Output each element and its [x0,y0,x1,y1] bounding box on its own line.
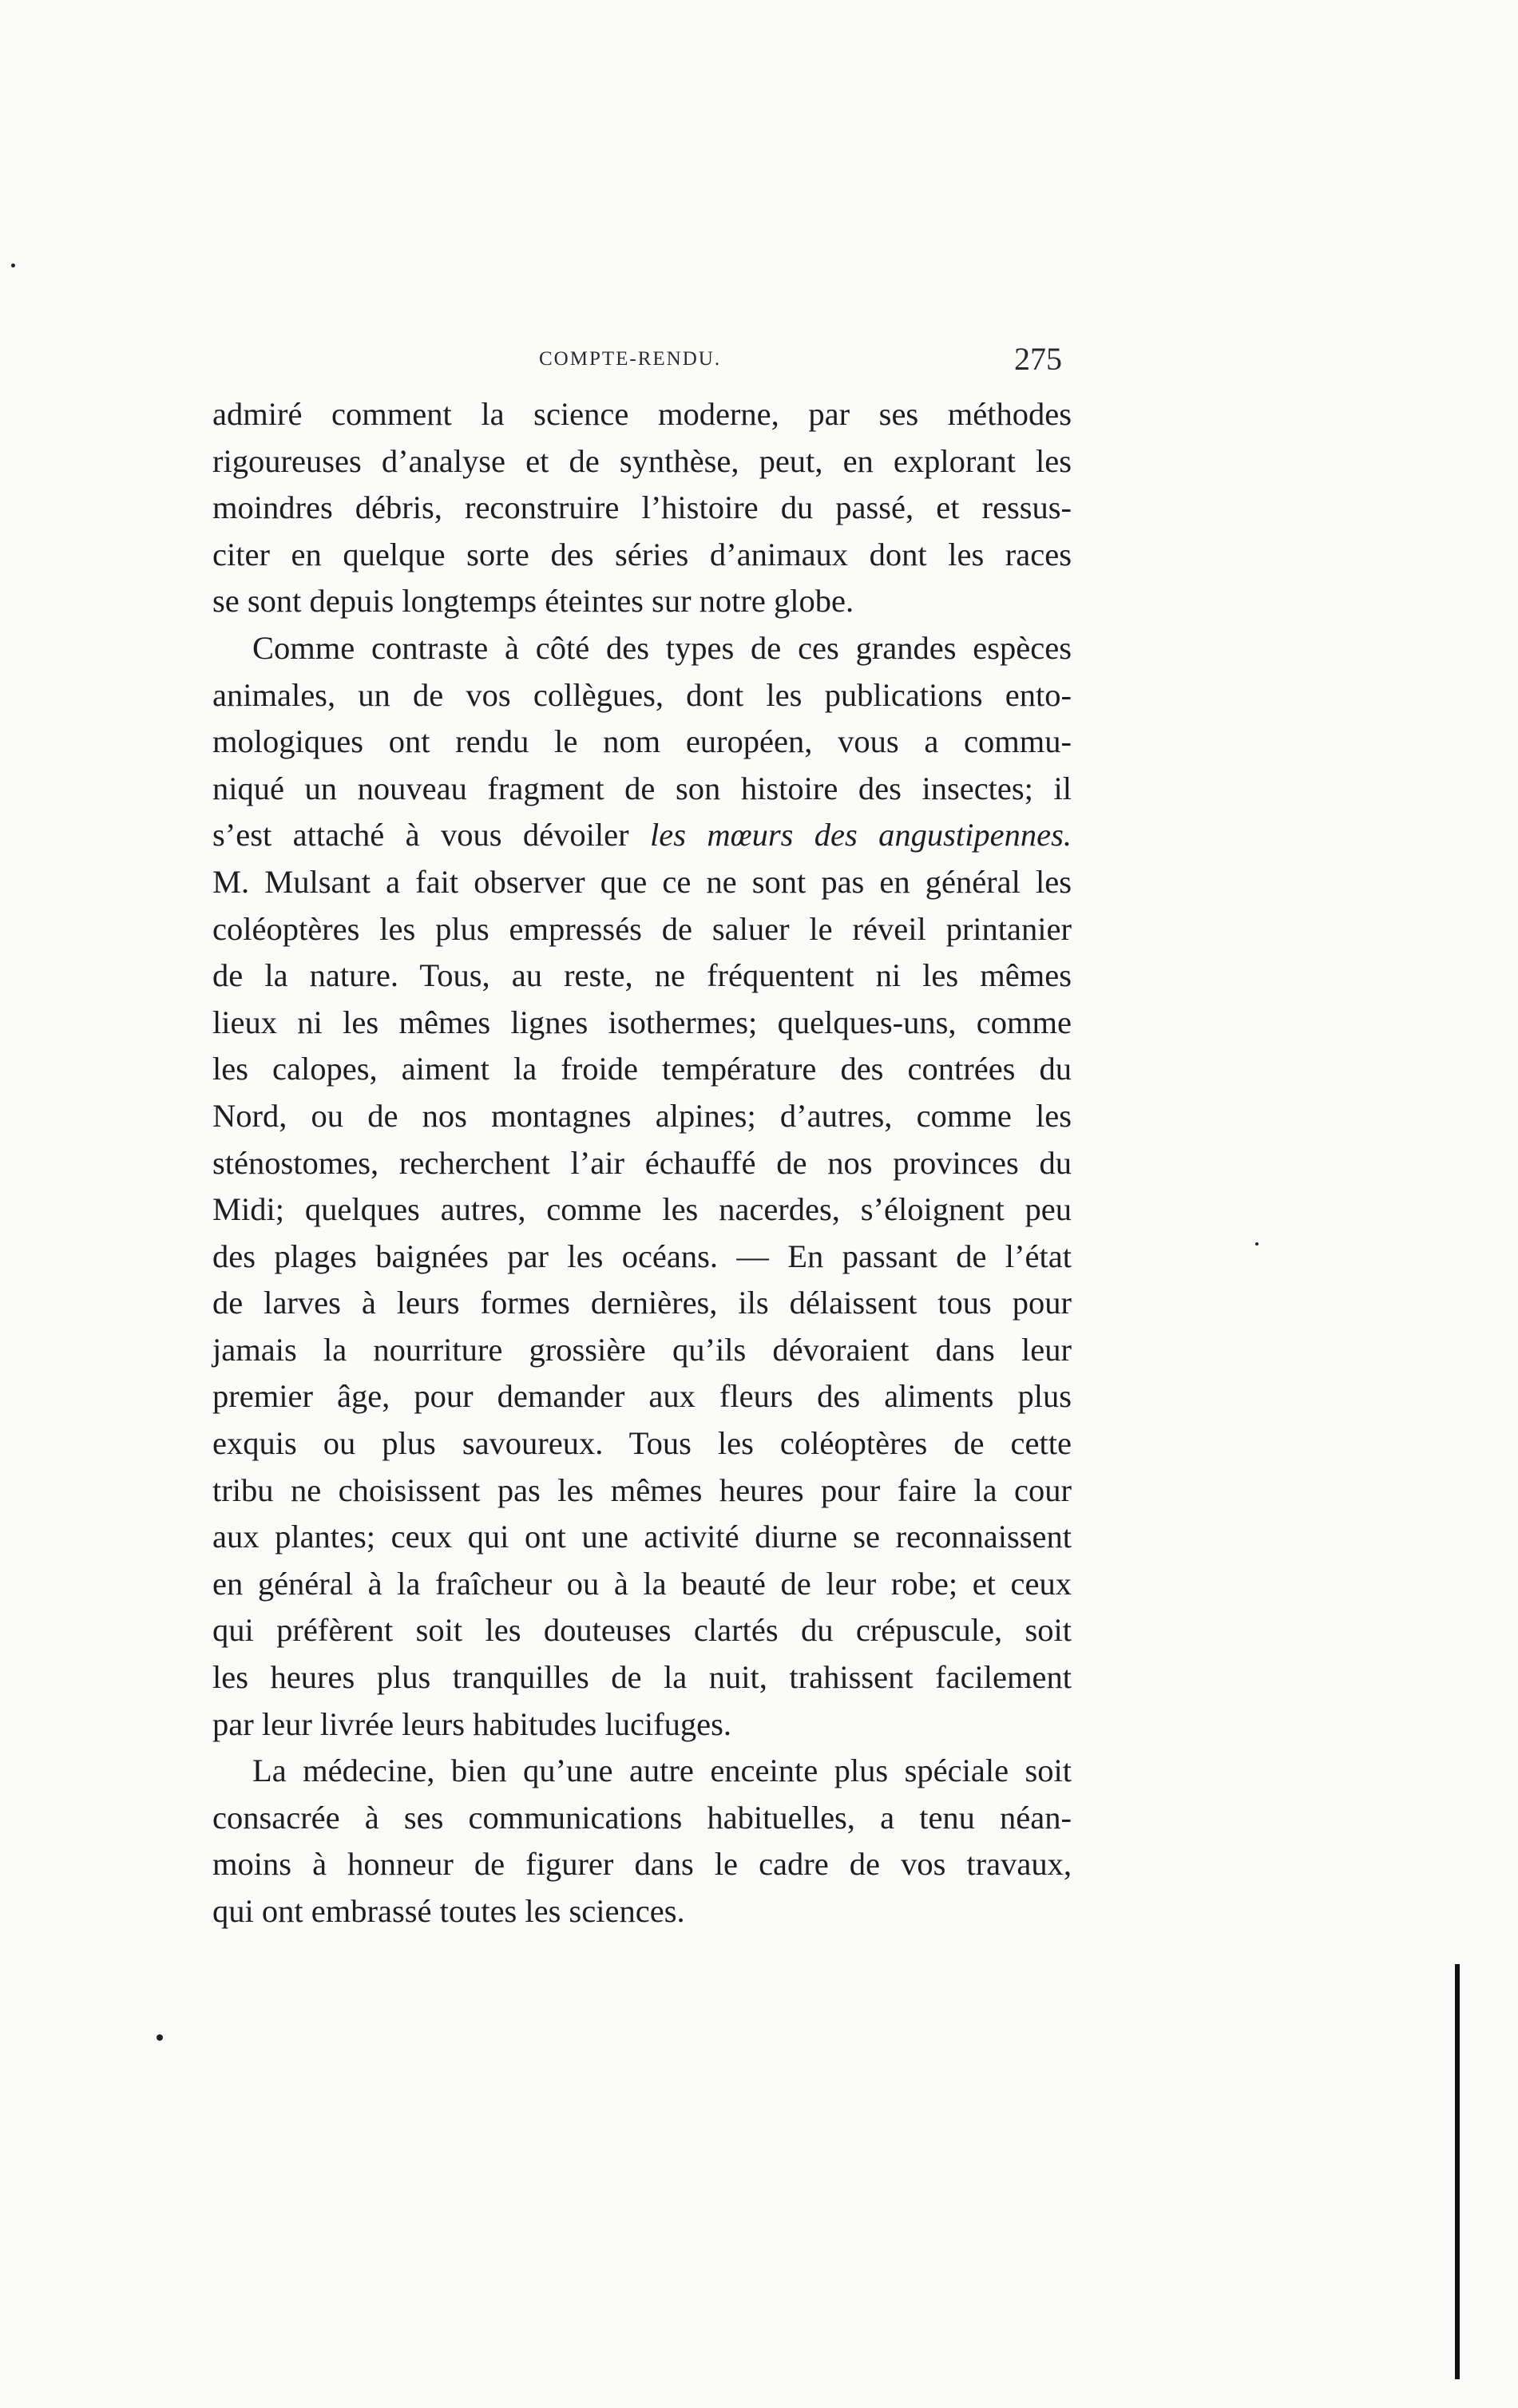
text-line: se sont depuis longtemps éteintes sur notre globe. [212,583,854,620]
text-line: les heures plus tranquilles de la nuit, trahissent facilement [212,1659,1072,1696]
text-line: moindres débris, reconstruire l’histoire du passé, et ressus- [212,489,1072,526]
text-line: sténostomes, recherchent l’air échauffé de nos provinces du [212,1144,1072,1181]
scan-speck [157,2034,163,2041]
text-line: mologiques ont rendu le nom européen, vous a commu- [212,723,1072,760]
text-line: de larves à leurs formes dernières, ils délaissent tous pour [212,1285,1072,1321]
text-line: les calopes, aiment la froide température des contrées du [212,1051,1072,1087]
text-line: qui préfèrent soit les douteuses clartés du crépuscule, soit [212,1612,1072,1649]
paragraph-2 [212,625,1072,1748]
text-line: La médecine, bien qu’une autre enceinte plus spéciale soit [252,1753,1072,1789]
scan-speck [1255,1242,1258,1246]
text-line: niqué un nouveau fragment de son histoire des insectes; il [212,770,1072,806]
text-line: lieux ni les mêmes lignes isothermes; quelques-uns, comme [212,1004,1072,1040]
text-line: rigoureuses d’analyse et de synthèse, peut, en explorant les [212,442,1072,479]
text-line: jamais la nourriture grossière qu’ils dévoraient dans leur [212,1331,1072,1368]
running-title: COMPTE-RENDU. [539,348,722,370]
text-line: Midi; quelques autres, comme les nacerdes, s’éloignent peu [212,1191,1072,1228]
text-line: Nord, ou de nos montagnes alpines; d’autres, comme les [212,1097,1072,1134]
text-line: de la nature. Tous, au reste, ne fréquentent ni les mêmes [212,957,1072,994]
text-line: coléoptères les plus empressés de saluer le réveil printanier [212,910,1072,947]
line-roman-part: s’est attaché à vous dévoiler [212,817,650,853]
text-line: premier âge, pour demander aux fleurs des aliments plus [212,1378,1072,1415]
text-line: admiré comment la science moderne, par ses méthodes [212,396,1072,432]
paragraph-1 [212,391,1072,625]
text-line: par leur livrée leurs habitudes lucifuges. [212,1705,732,1742]
text-line: en général à la fraîcheur ou à la beauté de leur robe; et ceux [212,1565,1072,1602]
text-line: citer en quelque sorte des séries d’animaux dont les races [212,536,1072,572]
text-line: consacrée à ses communications habituelles, a tenu néan- [212,1799,1072,1836]
text-line: aux plantes; ceux qui ont une activité diurne se reconnaissent [212,1519,1072,1555]
text-line: qui ont embrassé toutes les sciences. [212,1893,685,1929]
paragraph-3 [212,1748,1072,1935]
text-line: tribu ne choisissent pas les mêmes heures pour faire la cour [212,1471,1072,1508]
scan-edge-bar [1455,1964,1460,2379]
page-number: 275 [1014,341,1062,377]
body-text [212,391,1072,1935]
text-line: animales, un de vos collègues, dont les publications ento- [212,676,1072,713]
text-line: Comme contraste à côté des types de ces grandes espèces [252,629,1072,666]
text-line: moins à honneur de figurer dans le cadre de vos travaux, [212,1846,1072,1883]
scan-speck [11,263,15,267]
text-line-with-italic [212,812,1072,859]
italic-title: les mœurs des angustipennes. [649,817,1072,853]
text-line: M. Mulsant a fait observer que ce ne sont pas en général les [212,863,1072,900]
text-line: exquis ou plus savoureux. Tous les coléoptères de cette [212,1425,1072,1462]
text-line: des plages baignées par les océans. — En passant de l’état [212,1238,1072,1274]
